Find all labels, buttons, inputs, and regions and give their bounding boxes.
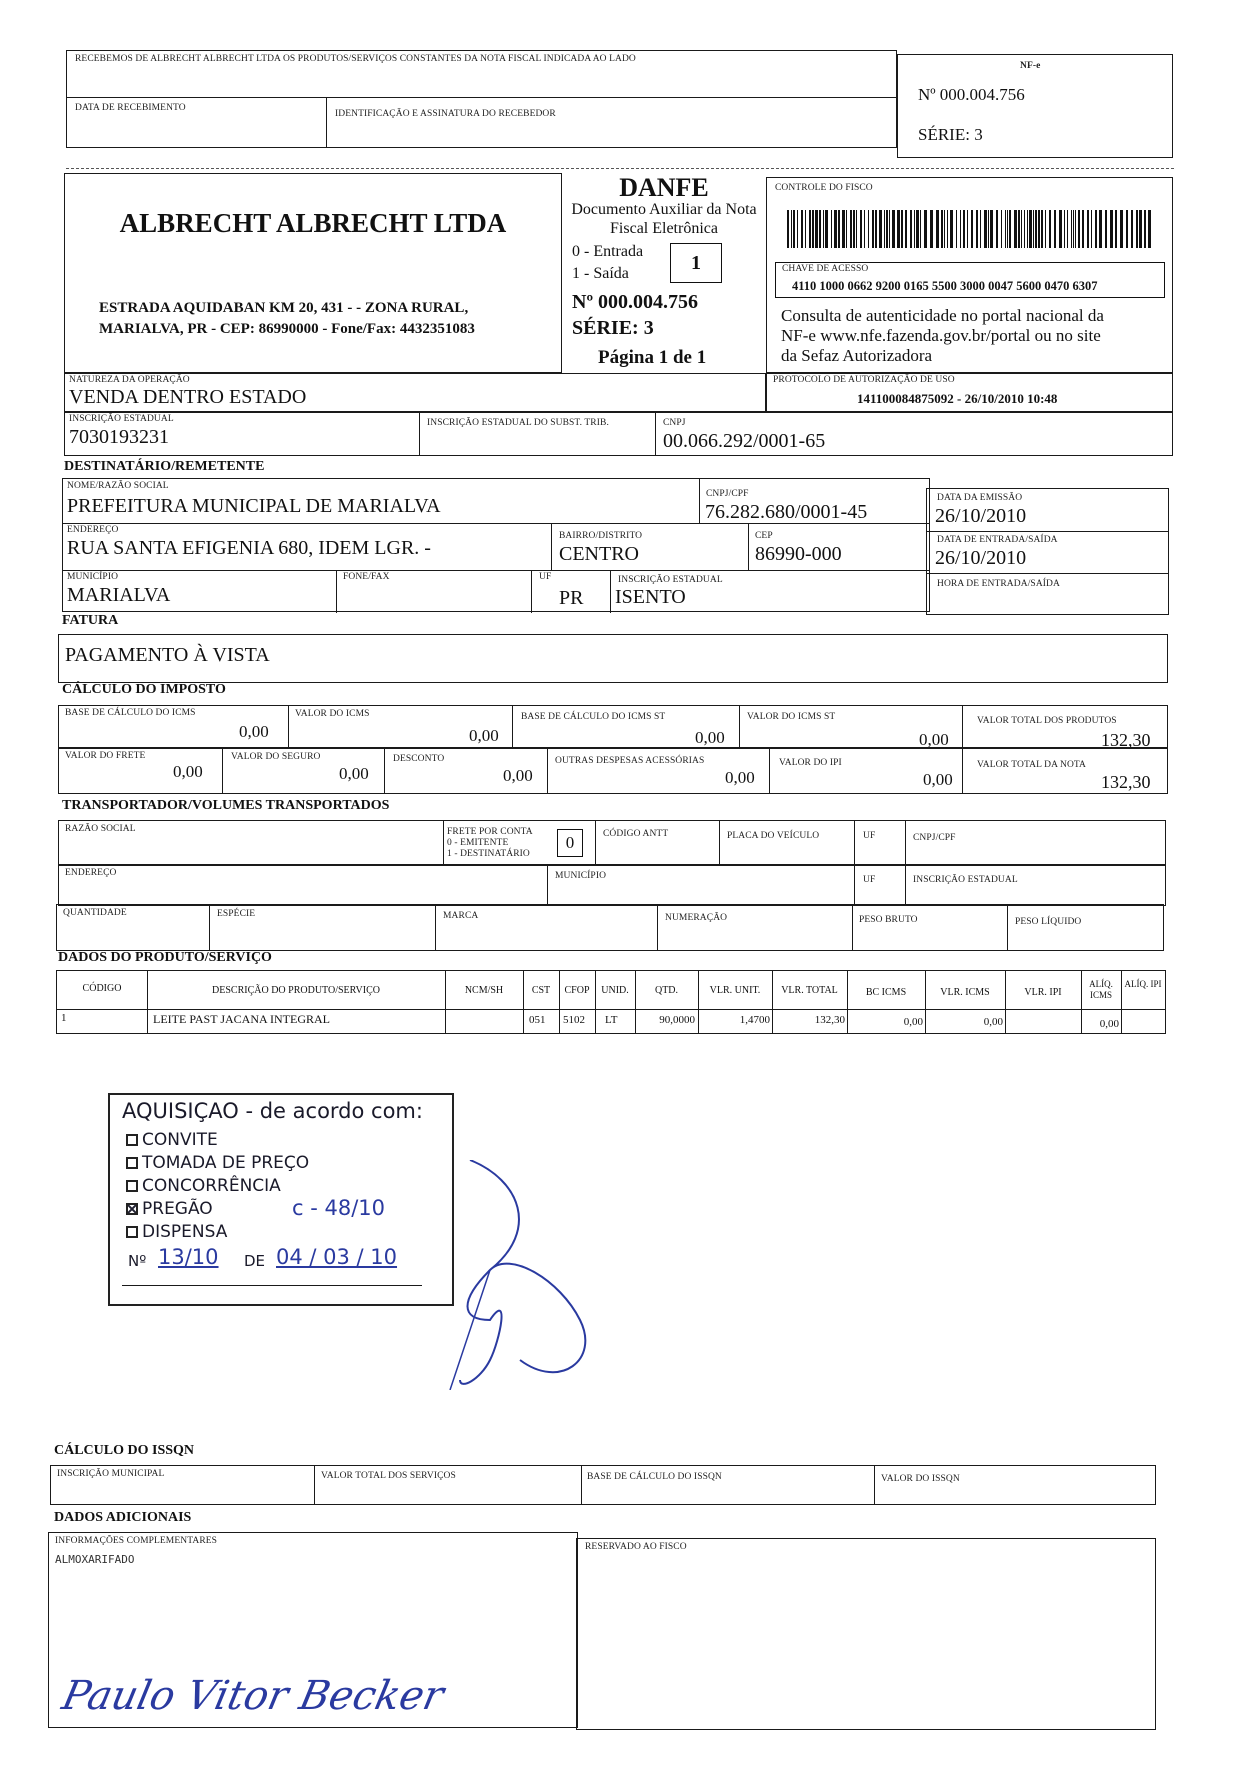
col-codigo: CÓDIGO <box>82 983 122 994</box>
row-descricao: LEITE PAST JACANA INTEGRAL <box>153 1012 331 1026</box>
peso-liquido-label: PESO LÍQUIDO <box>1015 917 1082 927</box>
valor-st-label: VALOR DO ICMS ST <box>747 712 836 722</box>
stamp-title: AQUISIÇAO - de acordo com: <box>122 1099 423 1123</box>
cut-line <box>66 168 1174 169</box>
transp-municipio-label: MUNICÍPIO <box>555 871 607 881</box>
transp-ie-label: INSCRIÇÃO ESTADUAL <box>913 875 1018 885</box>
row-qtd: 90,0000 <box>659 1014 695 1026</box>
stamp-opt-tomada: TOMADA DE PREÇO <box>126 1153 309 1173</box>
antt-label: CÓDIGO ANTT <box>603 829 669 839</box>
row-bc: 0,00 <box>903 1016 923 1028</box>
frete-conta-label-3: 1 - DESTINATÁRIO <box>447 849 530 859</box>
dest-ie-label: INSCRIÇÃO ESTADUAL <box>618 575 723 585</box>
receipt-number: Nº 000.004.756 <box>918 85 1025 104</box>
row-icms: 0,00 <box>983 1016 1003 1028</box>
chave-value: 4110 1000 0662 9200 0165 5500 3000 0047 5600 0470 6307 <box>792 279 1098 293</box>
numeracao-label: NUMERAÇÃO <box>665 913 728 923</box>
col-bc-icms: BC ICMS <box>865 987 907 998</box>
danfe-serie: SÉRIE: 3 <box>572 317 654 339</box>
ipi-label: VALOR DO IPI <box>779 758 842 768</box>
outras-label: OUTRAS DESPESAS ACESSÓRIAS <box>555 756 705 766</box>
dest-box <box>62 478 930 612</box>
cnpj-label: CNPJ <box>663 418 686 428</box>
frete-conta-label-1: FRETE POR CONTA <box>447 827 533 837</box>
transp-row-3 <box>56 904 1164 951</box>
issuer-address-2: MARIALVA, PR - CEP: 86990000 - Fone/Fax: 4432351083 <box>99 321 475 337</box>
total-prod-value: 132,30 <box>1101 730 1151 750</box>
natureza-value: VENDA DENTRO ESTADO <box>69 386 307 408</box>
check-x-icon <box>128 1205 136 1213</box>
frete-conta-box: 0 <box>557 829 583 857</box>
stamp-opt-dispensa: DISPENSA <box>126 1222 227 1242</box>
quantidade-label: QUANTIDADE <box>63 908 127 918</box>
fatura-section: FATURA <box>62 613 119 628</box>
emissao-value: 26/10/2010 <box>935 505 1027 527</box>
signature-scrawl <box>430 1160 670 1390</box>
hora-label: HORA DE ENTRADA/SAÍDA <box>937 579 1060 589</box>
stamp-opt-concorrencia: CONCORRÊNCIA <box>126 1176 281 1196</box>
stamp-num-prefix: Nº <box>128 1252 147 1270</box>
danfe-page: Página 1 de 1 <box>598 347 707 368</box>
receipt-signature-label: IDENTIFICAÇÃO E ASSINATURA DO RECEBEDOR <box>335 109 556 119</box>
imposto-section: CÁLCULO DO IMPOSTO <box>62 682 226 697</box>
transp-section: TRANSPORTADOR/VOLUMES TRANSPORTADOS <box>62 798 390 813</box>
frete-value: 0,00 <box>173 762 203 781</box>
dest-cep: 86990-000 <box>755 543 842 565</box>
reservado-label: RESERVADO AO FISCO <box>585 1542 687 1552</box>
receipt-date-label: DATA DE RECEBIMENTO <box>75 103 186 113</box>
col-descricao: DESCRIÇÃO DO PRODUTO/SERVIÇO <box>212 985 380 996</box>
chave-box <box>775 262 1165 298</box>
imposto-row-1 <box>58 705 1168 749</box>
transp-row-2 <box>58 864 1166 906</box>
outras-value: 0,00 <box>725 768 755 787</box>
peso-bruto-label: PESO BRUTO <box>859 915 918 925</box>
dest-cep-label: CEP <box>755 531 773 541</box>
issqn-section: CÁLCULO DO ISSQN <box>54 1443 195 1458</box>
desconto-label: DESCONTO <box>393 754 445 764</box>
receipt-box <box>66 50 897 148</box>
entrada-label: DATA DE ENTRADA/SAÍDA <box>937 535 1058 545</box>
natureza-box <box>64 373 766 413</box>
row-cst: 051 <box>529 1014 546 1026</box>
col-ncm: NCM/SH <box>464 985 504 996</box>
stamp-opt-pregao: PREGÃO <box>126 1199 213 1219</box>
fatura-text: PAGAMENTO À VISTA <box>65 644 270 666</box>
dest-uf-label: UF <box>539 572 552 582</box>
checkbox-tomada <box>126 1157 138 1169</box>
natureza-label: NATUREZA DA OPERAÇÃO <box>69 375 190 385</box>
dest-fone-label: FONE/FAX <box>343 572 390 582</box>
total-prod-label: VALOR TOTAL DOS PRODUTOS <box>977 716 1117 726</box>
stamp-date: 04 / 03 / 10 <box>276 1245 398 1269</box>
issqn-im-label: INSCRIÇÃO MUNICIPAL <box>57 1469 165 1479</box>
issuer-box <box>64 173 562 373</box>
issqn-total-label: VALOR TOTAL DOS SERVIÇOS <box>321 1471 456 1481</box>
transp-row-1 <box>58 820 1166 866</box>
dest-section: DESTINATÁRIO/REMETENTE <box>64 459 265 474</box>
cnpj-value: 00.066.292/0001-65 <box>663 430 826 452</box>
valor-icms-label: VALOR DO ICMS <box>295 709 370 719</box>
dest-ie: ISENTO <box>615 586 686 608</box>
stamp-pregao-note: c - 48/10 <box>292 1196 385 1220</box>
total-nota-value: 132,30 <box>1101 772 1151 792</box>
col-cfop: CFOP <box>564 985 590 996</box>
barcode <box>787 210 1157 248</box>
fatura-box <box>58 634 1168 683</box>
receipt-header: RECEBEMOS DE ALBRECHT ALBRECHT LTDA OS PRODUTOS/SERVIÇOS CONSTANTES DA NOTA FISCAL INDICADA AO LADO <box>75 54 636 64</box>
col-unid: UNID. <box>601 985 629 996</box>
col-vlr-icms: VLR. ICMS <box>940 987 990 998</box>
col-total: VLR. TOTAL <box>781 985 838 996</box>
receipt-nfe-box <box>897 54 1173 158</box>
placa-label: PLACA DO VEÍCULO <box>727 831 820 841</box>
checkbox-convite <box>126 1134 138 1146</box>
aquisicao-stamp <box>108 1093 454 1306</box>
imposto-row-2 <box>58 747 1168 794</box>
controle-label: CONTROLE DO FISCO <box>775 183 873 193</box>
consulta-2: NF-e www.nfe.fazenda.gov.br/portal ou no site <box>781 326 1101 345</box>
dest-endereco: RUA SANTA EFIGENIA 680, IDEM LGR. - <box>67 537 431 559</box>
danfe-saida: 1 - Saída <box>572 265 629 282</box>
dest-cnpj: 76.282.680/0001-45 <box>705 501 868 523</box>
table-row <box>56 1008 1166 1034</box>
ie-value: 7030193231 <box>69 426 169 448</box>
checkbox-concorrencia <box>126 1180 138 1192</box>
row-total: 132,30 <box>814 1014 845 1026</box>
dest-endereco-label: ENDEREÇO <box>67 525 119 535</box>
row-cfop: 5102 <box>563 1014 585 1026</box>
seguro-label: VALOR DO SEGURO <box>231 752 321 762</box>
produtos-header <box>56 970 1166 1010</box>
issqn-valor-label: VALOR DO ISSQN <box>881 1474 960 1484</box>
transp-cnpj-label: CNPJ/CPF <box>913 833 956 843</box>
issuer-address-1: ESTRADA AQUIDABAN KM 20, 431 - - ZONA RURAL, <box>99 300 469 316</box>
checkbox-pregao-checked <box>126 1203 138 1215</box>
col-aliq-ipi: ALÍQ. IPI <box>1124 979 1162 989</box>
stamp-de-label: DE <box>244 1252 266 1270</box>
danfe-subtitle-1: Documento Auxiliar da Nota <box>571 201 757 218</box>
desconto-value: 0,00 <box>503 766 533 785</box>
info-box <box>48 1532 578 1728</box>
dest-nome: PREFEITURA MUNICIPAL DE MARIALVA <box>67 495 441 517</box>
col-aliq-icms: ALÍQ. ICMS <box>1089 979 1113 1000</box>
stamp-opt-convite: CONVITE <box>126 1130 218 1150</box>
issuer-name: ALBRECHT ALBRECHT LTDA <box>119 208 507 238</box>
reservado-box <box>576 1538 1156 1730</box>
consulta-1: Consulta de autenticidade no portal nacional da <box>781 306 1104 325</box>
protocolo-value: 141100084875092 - 26/10/2010 10:48 <box>857 391 1058 406</box>
col-cst: CST <box>531 985 551 996</box>
danfe-number: Nº 000.004.756 <box>572 291 699 313</box>
danfe-subtitle-2: Fiscal Eletrônica <box>610 220 718 237</box>
valor-icms-value: 0,00 <box>469 726 499 745</box>
frete-label: VALOR DO FRETE <box>65 751 146 761</box>
frete-conta-label-2: 0 - EMITENTE <box>447 838 509 848</box>
dest-cnpj-label: CNPJ/CPF <box>706 489 749 499</box>
checkbox-dispensa <box>126 1226 138 1238</box>
consulta-3: da Sefaz Autorizadora <box>781 346 933 365</box>
receipt-nfe-label: NF-e <box>1020 61 1041 71</box>
protocolo-box <box>766 373 1173 413</box>
row-unid: LT <box>605 1014 618 1026</box>
issqn-base-label: BASE DE CÁLCULO DO ISSQN <box>587 1472 722 1482</box>
transp-endereco-label: ENDEREÇO <box>65 868 117 878</box>
base-st-label: BASE DE CÁLCULO DO ICMS ST <box>521 712 666 722</box>
fisco-box <box>766 177 1173 373</box>
marca-label: MARCA <box>443 911 479 921</box>
row-aliq-icms: 0,00 <box>1099 1018 1119 1030</box>
chave-label: CHAVE DE ACESSO <box>782 264 869 274</box>
adicionais-section: DADOS ADICIONAIS <box>54 1510 192 1525</box>
dest-bairro-label: BAIRRO/DISTRITO <box>559 531 643 541</box>
transp-razao-label: RAZÃO SOCIAL <box>65 824 136 834</box>
entrada-value: 26/10/2010 <box>935 547 1027 569</box>
receipt-serie: SÉRIE: 3 <box>918 125 983 144</box>
emissao-label: DATA DA EMISSÃO <box>937 493 1023 503</box>
protocolo-label: PROTOCOLO DE AUTORIZAÇÃO DE USO <box>773 375 955 385</box>
danfe-tipo-box: 1 <box>670 243 722 283</box>
base-st-value: 0,00 <box>695 728 725 747</box>
danfe-title: DANFE <box>619 173 709 202</box>
dest-municipio-label: MUNICÍPIO <box>67 572 119 582</box>
dest-dates-box <box>926 488 1169 615</box>
dest-nome-label: NOME/RAZÃO SOCIAL <box>67 481 169 491</box>
danfe-box <box>562 173 766 373</box>
valor-st-value: 0,00 <box>919 730 949 749</box>
row-unit: 1,4700 <box>739 1014 770 1026</box>
total-nota-label: VALOR TOTAL DA NOTA <box>977 760 1087 770</box>
col-unit: VLR. UNIT. <box>709 985 761 996</box>
transp-uf-label: UF <box>863 831 876 841</box>
stamp-num: 13/10 <box>158 1245 219 1269</box>
issqn-box <box>50 1465 1156 1505</box>
dest-uf: PR <box>559 587 584 609</box>
col-qtd: QTD. <box>654 985 679 996</box>
ie-label: INSCRIÇÃO ESTADUAL <box>69 414 174 424</box>
handwritten-signature: Paulo Vitor Becker <box>58 1673 448 1719</box>
base-icms-value: 0,00 <box>239 722 269 741</box>
ipi-value: 0,00 <box>923 770 953 789</box>
base-icms-label: BASE DE CÁLCULO DO ICMS <box>65 708 196 718</box>
produtos-section: DADOS DO PRODUTO/SERVIÇO <box>58 950 272 965</box>
danfe-entrada: 0 - Entrada <box>572 243 644 260</box>
especie-label: ESPÉCIE <box>217 909 256 919</box>
transp-uf2-label: UF <box>863 875 876 885</box>
dest-bairro: CENTRO <box>559 543 639 565</box>
col-vlr-ipi: VLR. IPI <box>1024 987 1062 998</box>
dest-municipio: MARIALVA <box>67 584 171 606</box>
info-value: ALMOXARIFADO <box>55 1553 135 1566</box>
seguro-value: 0,00 <box>339 764 369 783</box>
inscricao-row <box>64 411 1173 456</box>
row-codigo: 1 <box>61 1012 67 1024</box>
info-label: INFORMAÇÕES COMPLEMENTARES <box>55 1536 218 1546</box>
ie-st-label: INSCRIÇÃO ESTADUAL DO SUBST. TRIB. <box>427 418 609 428</box>
